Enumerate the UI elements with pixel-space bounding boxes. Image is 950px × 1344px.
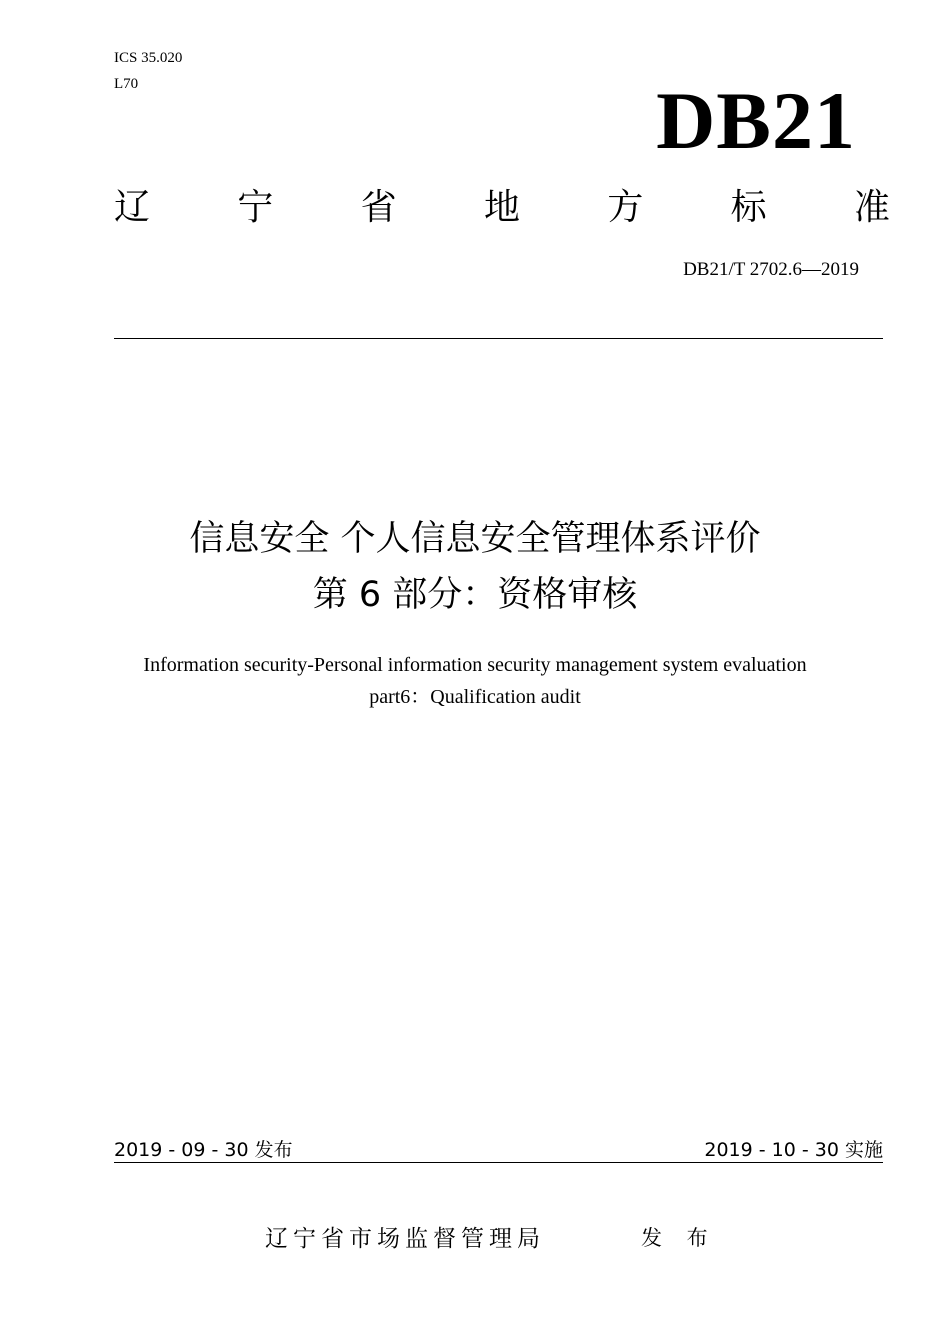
- standard-type-char: 辽: [114, 187, 151, 228]
- issue-date: 2019 - 09 - 30 发布: [114, 1139, 293, 1161]
- publish-label: 发 布: [641, 1226, 717, 1250]
- title-cn-line2: 第 6 部分：资格审核: [312, 575, 638, 615]
- standard-type-char: 地: [483, 187, 520, 228]
- standard-type-char: 宁: [237, 187, 274, 228]
- standard-logo: DB21: [656, 75, 856, 166]
- ccs-code: L70: [114, 76, 139, 92]
- standard-type-char: 省: [360, 187, 397, 228]
- top-divider: [114, 338, 883, 339]
- title-en-line1: Information security-Personal information security management system evaluation: [143, 654, 807, 676]
- publisher-name: 辽宁省市场监督管理局: [265, 1226, 545, 1252]
- standard-type: [114, 186, 890, 230]
- standard-type-char: 准: [853, 187, 890, 228]
- bottom-divider: [114, 1162, 883, 1163]
- standard-type-char: 标: [730, 187, 767, 228]
- title-cn-line1: 信息安全 个人信息安全管理体系评价: [189, 519, 761, 559]
- ics-code: ICS 35.020: [114, 50, 183, 66]
- title-en-line2: part6：Qualification audit: [369, 686, 581, 708]
- standard-type-char: 方: [607, 187, 644, 228]
- standard-number: DB21/T 2702.6—2019: [683, 259, 859, 280]
- implement-date: 2019 - 10 - 30 实施: [704, 1139, 883, 1161]
